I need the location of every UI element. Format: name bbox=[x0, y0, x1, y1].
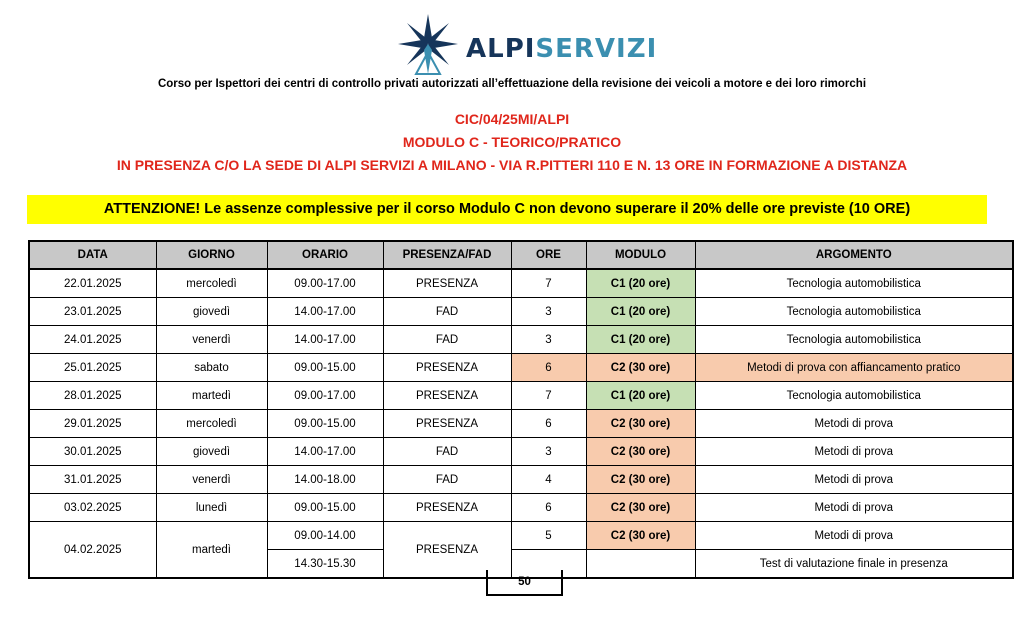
cell-orario: 09.00-17.00 bbox=[267, 382, 383, 410]
table-row bbox=[29, 438, 1013, 466]
cell-orario: 09.00-15.00 bbox=[267, 410, 383, 438]
cell-data: 24.01.2025 bbox=[29, 326, 156, 354]
cell-orario: 14.00-18.00 bbox=[267, 466, 383, 494]
cell-presenza: PRESENZA bbox=[383, 269, 511, 298]
header-argomento: ARGOMENTO bbox=[695, 241, 1013, 269]
cell-data: 30.01.2025 bbox=[29, 438, 156, 466]
table-row bbox=[29, 522, 1013, 550]
table-row bbox=[29, 382, 1013, 410]
table-row bbox=[29, 269, 1013, 298]
cell-giorno: venerdì bbox=[156, 326, 267, 354]
cell-modulo: C2 (30 ore) bbox=[586, 494, 695, 522]
cell-data: 25.01.2025 bbox=[29, 354, 156, 382]
compass-rose-icon bbox=[396, 12, 460, 76]
cell-modulo: C1 (20 ore) bbox=[586, 298, 695, 326]
cell-modulo: C1 (20 ore) bbox=[586, 326, 695, 354]
cell-argomento: Tecnologia automobilistica bbox=[695, 326, 1013, 354]
schedule-table bbox=[28, 240, 1014, 579]
cell-ore: 3 bbox=[511, 298, 586, 326]
cell-giorno: mercoledì bbox=[156, 269, 267, 298]
cell-orario: 09.00-15.00 bbox=[267, 354, 383, 382]
cell-giorno: mercoledì bbox=[156, 410, 267, 438]
table-row bbox=[29, 466, 1013, 494]
cell-ore: 4 bbox=[511, 466, 586, 494]
cell-modulo: C2 (30 ore) bbox=[586, 466, 695, 494]
cell-argomento: Test di valutazione finale in presenza bbox=[695, 550, 1013, 579]
cell-argomento: Metodi di prova bbox=[695, 466, 1013, 494]
course-title: Corso per Ispettori dei centri di controllo privati autorizzati all’effettuazione della revisione dei veicoli a motore e dei loro rimorchi bbox=[157, 78, 867, 90]
logo-servizi: SERVIZI bbox=[535, 34, 658, 64]
table-row bbox=[29, 326, 1013, 354]
header-giorno: GIORNO bbox=[156, 241, 267, 269]
cell-orario: 14.00-17.00 bbox=[267, 298, 383, 326]
cell-ore: 6 bbox=[511, 494, 586, 522]
header-ore: ORE bbox=[511, 241, 586, 269]
cell-giorno: sabato bbox=[156, 354, 267, 382]
table-row bbox=[29, 494, 1013, 522]
header-orario: ORARIO bbox=[267, 241, 383, 269]
cell-giorno: giovedì bbox=[156, 438, 267, 466]
table-header-row bbox=[29, 241, 1013, 269]
header-modulo: MODULO bbox=[586, 241, 695, 269]
cell-argomento: Metodi di prova bbox=[695, 522, 1013, 550]
cell-data: 31.01.2025 bbox=[29, 466, 156, 494]
cell-giorno: venerdì bbox=[156, 466, 267, 494]
cell-orario: 14.00-17.00 bbox=[267, 438, 383, 466]
header-presenza: PRESENZA/FAD bbox=[383, 241, 511, 269]
cell-orario: 09.00-15.00 bbox=[267, 494, 383, 522]
cell-argomento: Tecnologia automobilistica bbox=[695, 269, 1013, 298]
cell-presenza: PRESENZA bbox=[383, 354, 511, 382]
cell-ore: 3 bbox=[511, 438, 586, 466]
cell-presenza: PRESENZA bbox=[383, 522, 511, 579]
location-line: IN PRESENZA C/O LA SEDE DI ALPI SERVIZI A MILANO - VIA R.PITTERI 110 E N. 13 ORE IN FORMAZIONE A DISTANZA bbox=[116, 157, 908, 173]
cell-presenza: PRESENZA bbox=[383, 410, 511, 438]
cell-ore: 5 bbox=[511, 522, 586, 550]
cell-ore: 6 bbox=[511, 410, 586, 438]
cell-data: 28.01.2025 bbox=[29, 382, 156, 410]
cell-argomento: Metodi di prova bbox=[695, 438, 1013, 466]
cell-presenza: FAD bbox=[383, 466, 511, 494]
cell-presenza: FAD bbox=[383, 326, 511, 354]
cell-giorno: giovedì bbox=[156, 298, 267, 326]
cell-giorno: martedì bbox=[156, 382, 267, 410]
cell-argomento: Tecnologia automobilistica bbox=[695, 298, 1013, 326]
cell-modulo: C2 (30 ore) bbox=[586, 438, 695, 466]
cell-giorno: lunedì bbox=[156, 494, 267, 522]
cell-data: 03.02.2025 bbox=[29, 494, 156, 522]
table-row bbox=[29, 298, 1013, 326]
cell-data: 29.01.2025 bbox=[29, 410, 156, 438]
table-row bbox=[29, 354, 1013, 382]
logo-alpi: ALPI bbox=[466, 34, 536, 64]
cell-presenza: FAD bbox=[383, 438, 511, 466]
cell-data: 23.01.2025 bbox=[29, 298, 156, 326]
cell-presenza: PRESENZA bbox=[383, 382, 511, 410]
course-code: CIC/04/25MI/ALPI bbox=[454, 111, 570, 127]
cell-data: 04.02.2025 bbox=[29, 522, 156, 579]
cell-modulo: C1 (20 ore) bbox=[586, 269, 695, 298]
absence-warning: ATTENZIONE! Le assenze complessive per il corso Modulo C non devono superare il 20% delle ore previste (10 ORE) bbox=[27, 195, 987, 224]
total-hours: 50 bbox=[486, 570, 563, 596]
cell-orario: 09.00-17.00 bbox=[267, 269, 383, 298]
cell-modulo: C2 (30 ore) bbox=[586, 410, 695, 438]
cell-ore: 7 bbox=[511, 269, 586, 298]
header-data: DATA bbox=[29, 241, 156, 269]
cell-presenza: PRESENZA bbox=[383, 494, 511, 522]
module-title: MODULO C - TEORICO/PRATICO bbox=[402, 134, 622, 150]
alpi-servizi-logo bbox=[396, 12, 658, 76]
cell-presenza: FAD bbox=[383, 298, 511, 326]
cell-modulo bbox=[586, 550, 695, 579]
cell-argomento: Metodi di prova bbox=[695, 410, 1013, 438]
cell-modulo: C1 (20 ore) bbox=[586, 382, 695, 410]
cell-argomento: Metodi di prova con affiancamento pratico bbox=[695, 354, 1013, 382]
cell-ore: 3 bbox=[511, 326, 586, 354]
cell-modulo: C2 (30 ore) bbox=[586, 522, 695, 550]
cell-orario: 14.30-15.30 bbox=[267, 550, 383, 579]
cell-orario: 14.00-17.00 bbox=[267, 326, 383, 354]
cell-orario: 09.00-14.00 bbox=[267, 522, 383, 550]
cell-argomento: Metodi di prova bbox=[695, 494, 1013, 522]
cell-data: 22.01.2025 bbox=[29, 269, 156, 298]
cell-giorno: martedì bbox=[156, 522, 267, 579]
table-row bbox=[29, 410, 1013, 438]
logo-text bbox=[466, 34, 657, 64]
cell-ore: 6 bbox=[511, 354, 586, 382]
cell-modulo: C2 (30 ore) bbox=[586, 354, 695, 382]
cell-argomento: Tecnologia automobilistica bbox=[695, 382, 1013, 410]
cell-ore: 7 bbox=[511, 382, 586, 410]
